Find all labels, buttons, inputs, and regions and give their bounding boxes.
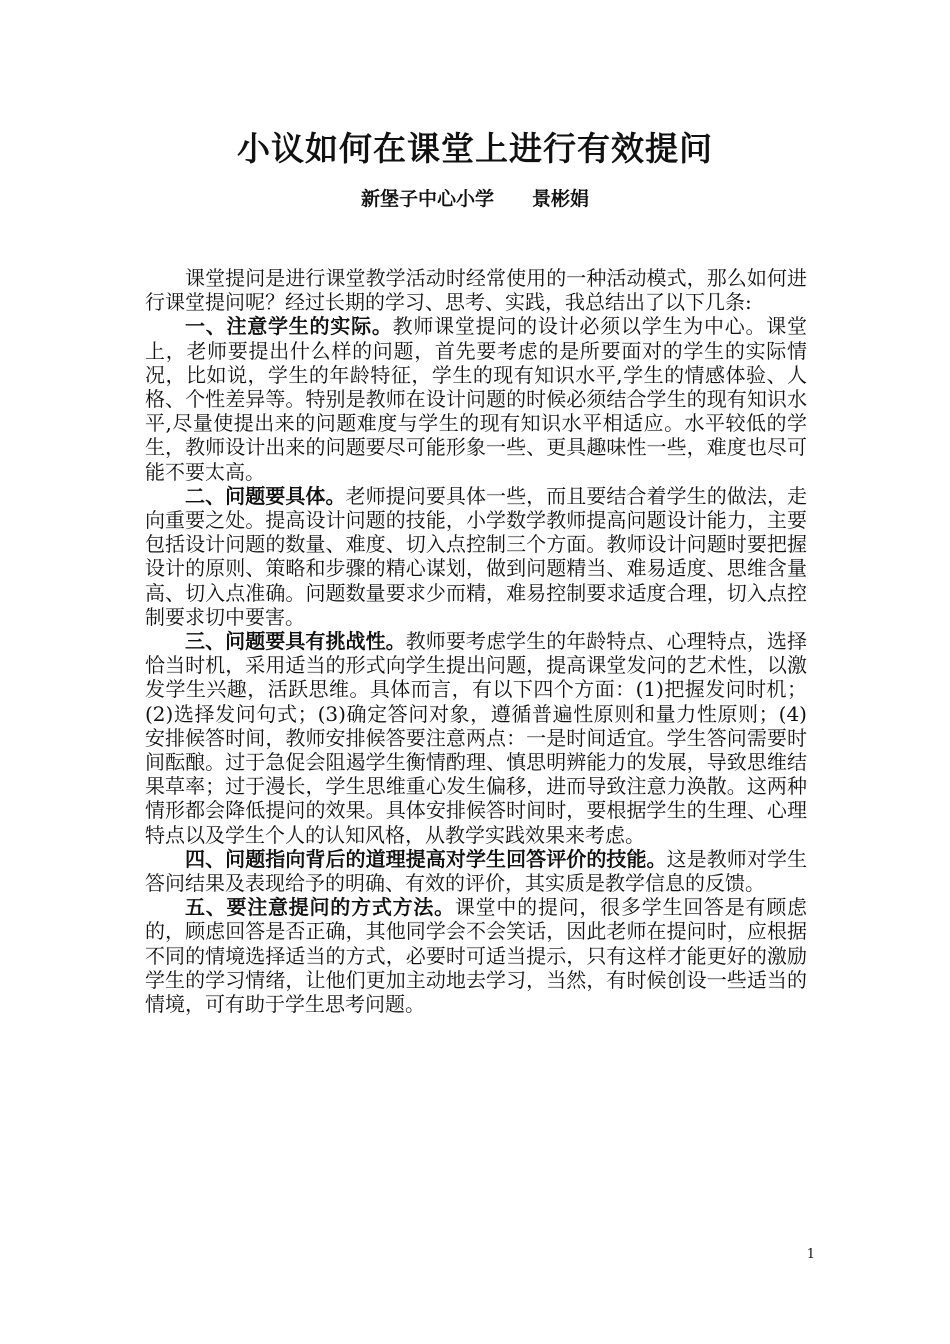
- author-name: 景彬娟: [532, 188, 590, 210]
- section-paragraph: [145, 895, 807, 1016]
- section-text: 这是教师对学生答问结果及表现给予的明确、有效的评价，其实质是教学信息的反馈。: [145, 846, 808, 896]
- section-text: 教师要考虑学生的年龄特点、心理特点，选择恰当时机，采用适当的形式向学生提出问题，提高课堂发问的艺术性，以激发学生兴趣，活跃思维。具体而言，有以下四个方面：(1)把握发问时机；(2)选择发问句式；(3)确定答问对象，遵循普遍性原则和量力性原则；(4)安排候答时间，教师安排候答要注意两点：一是时间适宜。学生答问需要时间酝酿。过于急促会阻遏学生衡情酌理、慎思明辨能力的发展，导致思维结果草率；过于漫长，学生思维重心发生偏移，进而导致注意力涣散。这两种情形都会降低提问的效果。具体安排候答时间时，要根据学生的生理、心理特点以及学生个人的认知风格，从教学实践效果来考虑。: [145, 629, 808, 847]
- section-paragraph: [145, 847, 807, 895]
- document-title: 小议如何在课堂上进行有效提问: [237, 129, 713, 168]
- school-name: 新堡子中心小学: [360, 188, 494, 210]
- body-text: [145, 266, 807, 1016]
- section-paragraph: [145, 314, 807, 483]
- section-paragraph: [145, 484, 807, 629]
- intro-paragraph: 课堂提问是进行课堂教学活动时经常使用的一种活动模式，那么如何进行课堂提问呢？经过长期的学习、思考、实践，我总结出了以下几条:: [145, 266, 807, 315]
- section-heading: 四、问题指向背后的道理提高对学生回答评价的技能。: [185, 846, 667, 871]
- section-heading: 三、问题要具有挑战性。: [185, 629, 406, 654]
- section-heading: 五、要注意提问的方式方法。: [185, 895, 455, 920]
- section-heading: 二、问题要具体。: [185, 483, 346, 508]
- byline: [0, 184, 950, 214]
- section-text: 课堂中的提问，很多学生回答是有顾虑的，顾虑回答是否正确，其他同学会不会笑话，因此老师在提问时，应根据不同的情境选择适当的方式，必要时可适当提示，只有这样才能更好的激励学生的学习情绪，让他们更加主动地去学习，当然，有时候创设一些适当的情境，可有助于学生思考问题。: [145, 895, 808, 1017]
- section-text: 教师课堂提问的设计必须以学生为中心。课堂上，老师要提出什么样的问题，首先要考虑的是所要面对的学生的实际情况，比如说，学生的年龄特征，学生的现有知识水平,学生的情感体验、人格、个性差异等。特别是教师在设计问题的时候必须结合学生的现有知识水平,尽量使提出来的问题难度与学生的现有知识水平相适应。水平较低的学生，教师设计出来的问题要尽可能形象一些、更具趣味性一些，难度也尽可能不要太高。: [145, 314, 808, 484]
- page-number: 1: [806, 1247, 815, 1262]
- section-paragraph: [145, 629, 807, 847]
- section-heading: 一、注意学生的实际。: [185, 314, 393, 339]
- section-text: 老师提问要具体一些，而且要结合着学生的做法，走向重要之处。提高设计问题的技能，小学数学教师提高问题设计能力，主要包括设计问题的数量、难度、切入点控制三个方面。教师设计问题时要把握设计的原则、策略和步骤的精心谋划，做到问题精当、难易适度、思维含量高、切入点准确。问题数量要求少而精，难易控制要求适度合理，切入点控制要求切中要害。: [145, 483, 808, 629]
